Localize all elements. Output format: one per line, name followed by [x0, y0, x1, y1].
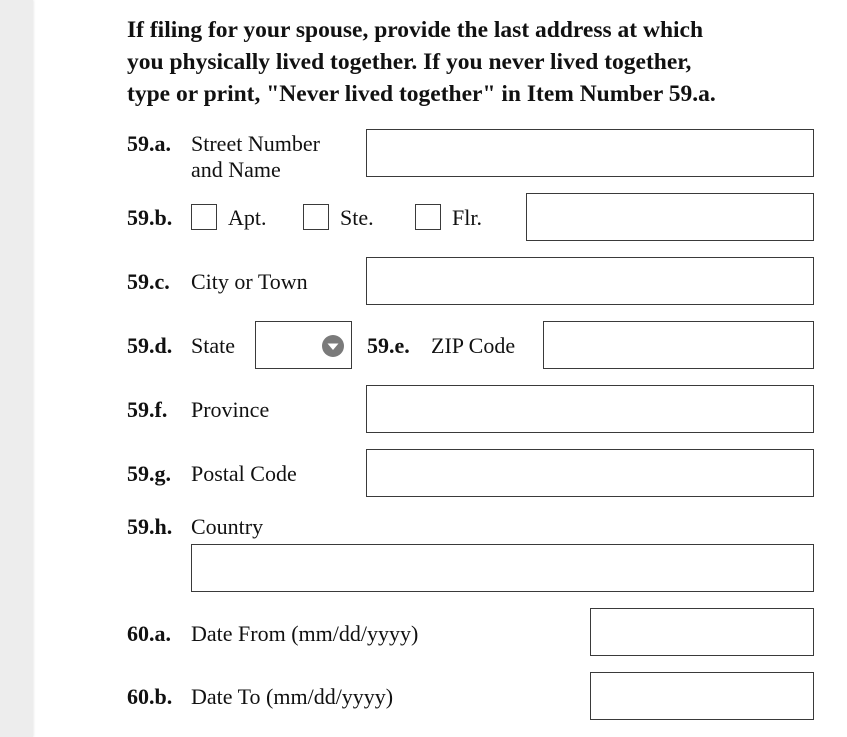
city-field[interactable]: [366, 257, 814, 305]
street-label: Street Number and Name: [191, 131, 320, 182]
province-label: Province: [191, 397, 270, 422]
item-number-59b: 59.b.: [127, 205, 173, 230]
item-number-59f: 59.f.: [127, 397, 168, 422]
date-from-label: Date From (mm/dd/yyyy): [191, 621, 419, 646]
country-input[interactable]: [192, 545, 813, 591]
state-select[interactable]: [255, 321, 352, 369]
province-input[interactable]: [367, 386, 813, 432]
country-field[interactable]: [191, 544, 814, 592]
province-field[interactable]: [366, 385, 814, 433]
unit-number-input[interactable]: [527, 194, 813, 240]
item-number-59g: 59.g.: [127, 461, 171, 486]
zip-label: ZIP Code: [431, 333, 516, 358]
postal-code-label: Postal Code: [191, 461, 297, 486]
page-side-margin: [0, 0, 33, 737]
item-number-59h: 59.h.: [127, 514, 173, 539]
item-number-60b: 60.b.: [127, 684, 173, 709]
apt-label: Apt.: [228, 205, 267, 230]
item-number-59a: 59.a.: [127, 131, 171, 156]
date-to-input[interactable]: [591, 673, 813, 719]
flr-checkbox[interactable]: [415, 204, 441, 230]
city-input[interactable]: [367, 258, 813, 304]
street-field[interactable]: [366, 129, 814, 177]
ste-checkbox[interactable]: [303, 204, 329, 230]
ste-label: Ste.: [340, 205, 374, 230]
item-number-59e: 59.e.: [367, 333, 410, 358]
chevron-down-circle-icon[interactable]: [322, 335, 344, 357]
instructions-text: If filing for your spouse, provide the last address at which you physically lived together. If you never lived together, type or print, "Never lived together" in Item Number 59.a.: [127, 17, 716, 107]
city-label: City or Town: [191, 269, 308, 294]
state-label: State: [191, 333, 235, 358]
apt-checkbox[interactable]: [191, 204, 217, 230]
date-to-label: Date To (mm/dd/yyyy): [191, 684, 394, 709]
postal-code-field[interactable]: [366, 449, 814, 497]
zip-input[interactable]: [544, 322, 813, 368]
unit-number-field[interactable]: [526, 193, 814, 241]
country-label: Country: [191, 514, 264, 539]
date-from-field[interactable]: [590, 608, 814, 656]
zip-field[interactable]: [543, 321, 814, 369]
date-to-field[interactable]: [590, 672, 814, 720]
street-input[interactable]: [367, 130, 813, 176]
item-number-59c: 59.c.: [127, 269, 170, 294]
date-from-input[interactable]: [591, 609, 813, 655]
flr-label: Flr.: [452, 205, 482, 230]
postal-code-input[interactable]: [367, 450, 813, 496]
item-number-60a: 60.a.: [127, 621, 171, 646]
item-number-59d: 59.d.: [127, 333, 173, 358]
